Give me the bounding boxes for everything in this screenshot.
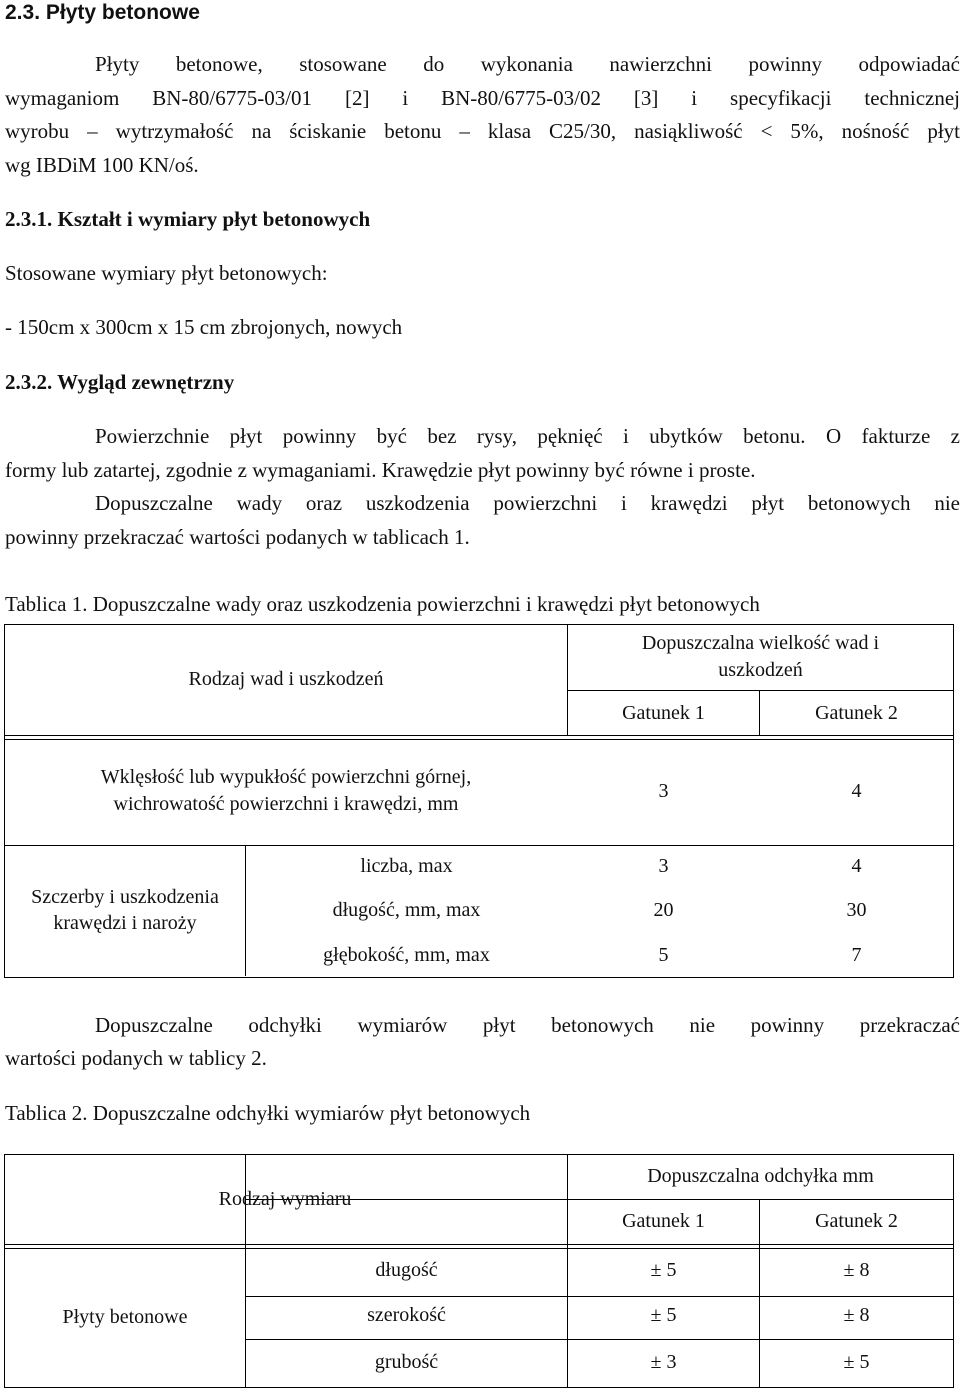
dimensions-intro: Stosowane wymiary płyt betonowych: — [5, 261, 328, 285]
table2-caption: Tablica 2. Dopuszczalne odchyłki wymiarów płyt betonowych — [5, 1101, 531, 1125]
subsection-title-appearance: 2.3.2. Wygląd zewnętrzny — [5, 370, 235, 394]
table1-row2-label-1: Szczerby i uszkodzenia — [31, 886, 219, 908]
table2-dim-g1: ± 5 — [650, 1259, 677, 1281]
table1-row2-label-2: krawędzi i naroży — [53, 912, 197, 934]
table1-head-grade2: Gatunek 2 — [815, 702, 898, 724]
table1-sub-g1: 20 — [653, 899, 674, 921]
table1-sub-name: długość, mm, max — [332, 899, 481, 921]
table2-head-group: Dopuszczalna odchyłka mm — [647, 1165, 874, 1187]
table1-row1-label-2: wichrowatość powierzchni i krawędzi, mm — [113, 793, 459, 815]
table1-sub-g2: 30 — [846, 899, 867, 921]
dimensions-item: - 150cm x 300cm x 15 cm zbrojonych, nowych — [5, 315, 403, 339]
table1-sub-name: liczba, max — [360, 855, 453, 877]
table1-sub-g2: 7 — [851, 944, 862, 966]
table1-sub-g1: 5 — [658, 944, 669, 966]
table2-dim-g1: ± 5 — [650, 1304, 677, 1326]
table1-caption: Tablica 1. Dopuszczalne wady oraz uszkodzenia powierzchni i krawędzi płyt betonowych — [5, 592, 760, 616]
table2-dim-name: grubość — [374, 1351, 439, 1373]
table2-dim-g2: ± 8 — [843, 1259, 870, 1281]
table2-head-grade2: Gatunek 2 — [815, 1210, 898, 1232]
section-title: 2.3. Płyty betonowe — [5, 1, 200, 24]
table1-head-grade1: Gatunek 1 — [622, 702, 705, 724]
table2-head-type: Rodzaj wymiaru — [218, 1188, 352, 1210]
appearance-line-2: formy lub zatartej, zgodnie z wymaganiami. Krawędzie płyt powinny być równe i proste. — [5, 458, 756, 482]
table2-dim-g2: ± 8 — [843, 1304, 870, 1326]
table1-head-group-1: Dopuszczalna wielkość wad i — [641, 632, 880, 654]
table1-row1-label-1: Wklęsłość lub wypukłość powierzchni górnej, — [100, 766, 472, 788]
intro-line-1: Płyty betonowe, stosowane do wykonania nawierzchni powinny odpowiadać — [95, 52, 960, 76]
table2-dim-g1: ± 3 — [650, 1351, 677, 1373]
table2-dim-name: długość — [375, 1259, 438, 1281]
intro-line-4: wg IBDiM 100 KN/oś. — [5, 153, 199, 177]
between-line-1: Dopuszczalne odchyłki wymiarów płyt betonowych nie powinny przekraczać — [95, 1013, 960, 1037]
table2-head-grade1: Gatunek 1 — [622, 1210, 705, 1232]
table2-dim-name: szerokość — [367, 1304, 446, 1326]
table2-dim-g2: ± 5 — [843, 1351, 870, 1373]
intro-line-3: wyrobu – wytrzymałość na ściskanie betonu – klasa C25/30, nasiąkliwość < 5%, nośność płyt — [5, 119, 960, 143]
table2-row-label: Płyty betonowe — [62, 1306, 188, 1328]
table1-head-type: Rodzaj wad i uszkodzeń — [188, 668, 384, 690]
table1-sub-name: głębokość, mm, max — [323, 944, 490, 966]
table1-row1-g2: 4 — [851, 780, 862, 802]
appearance-line-4: powinny przekraczać wartości podanych w tablicach 1. — [5, 525, 470, 549]
table1-sub-g1: 3 — [658, 855, 669, 877]
table1-head-group-2: uszkodzeń — [718, 659, 803, 681]
between-line-2: wartości podanych w tablicy 2. — [5, 1046, 267, 1070]
intro-line-2: wymaganiom BN-80/6775-03/01 [2] i BN-80/6775-03/02 [3] i specyfikacji technicznej — [5, 86, 960, 110]
table1-sub-g2: 4 — [851, 855, 862, 877]
appearance-line-3: Dopuszczalne wady oraz uszkodzenia powierzchni i krawędzi płyt betonowych nie — [95, 491, 960, 515]
subsection-title-shape: 2.3.1. Kształt i wymiary płyt betonowych — [5, 207, 371, 231]
table1-row1-g1: 3 — [658, 780, 669, 802]
appearance-line-1: Powierzchnie płyt powinny być bez rysy, pęknięć i ubytków betonu. O fakturze z — [95, 424, 960, 448]
